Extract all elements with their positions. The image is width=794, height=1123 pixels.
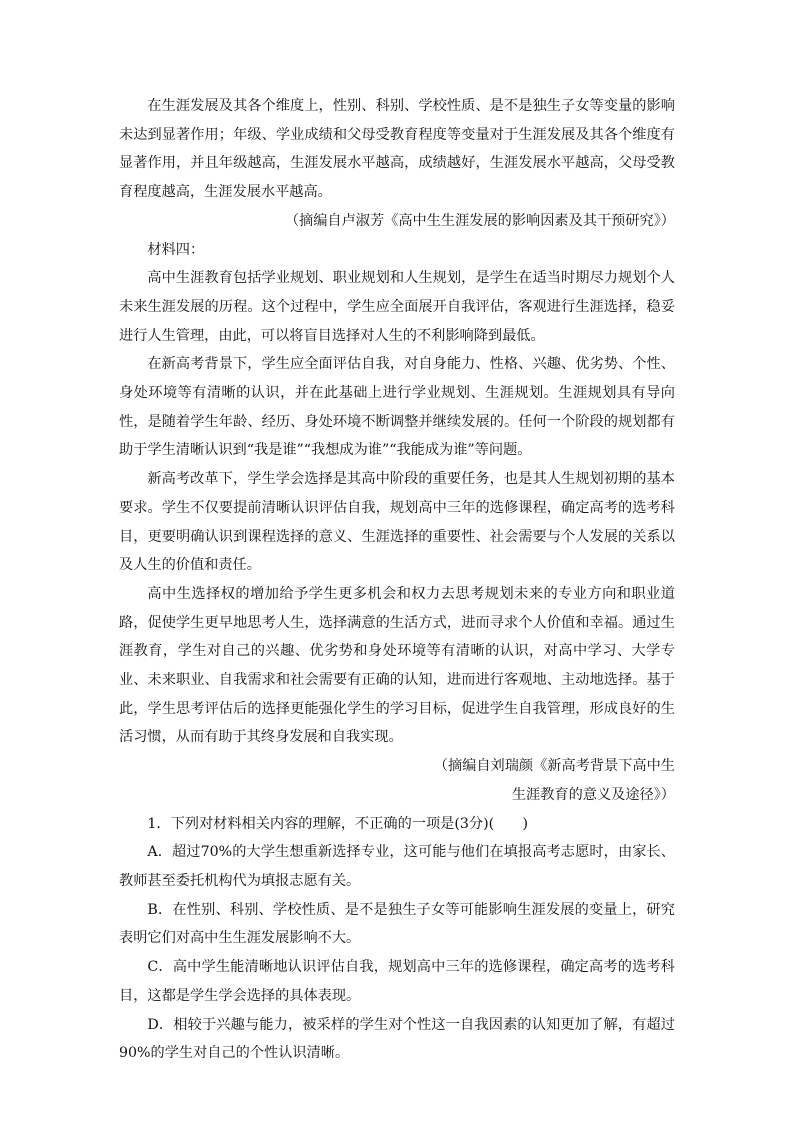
material3-paragraph: 在生涯发展及其各个维度上，性别、科别、学校性质、是不是独生子女等变量的影响未达到显著作用；年级、学业成绩和父母受教育程度等变量对于生涯发展及其各个维度有显著作用，并且年级越高，生涯发展水平越高，成绩越好，生涯发展水平越高，父母受教育程度越高，生涯发展水平越高。 — [119, 98, 675, 201]
material4-paragraph-2: 在新高考背景下，学生应全面评估自我，对自身能力、性格、兴趣、优劣势、个性、身处环境等有清晰的认识，并在此基础上进行学业规划、生涯规划。生涯规划具有导向性，是随着学生年龄、经历、身处环境不断调整并继续发展的。任何一个阶段的规划都有助于学生清晰认识到“我是谁”“我想成为谁”“我能成为谁”等问题。 — [119, 356, 675, 459]
material4-paragraph-3: 新高考改革下，学生学会选择是其高中阶段的重要任务，也是其人生规划初期的基本要求。学生不仅要提前清晰认识评估自我，规划高中三年的选修课程，确定高考的选考科目，更要明确认识到课程选择的意义、生涯选择的重要性、社会需要与个人发展的关系以及人生的价值和责任。 — [119, 471, 675, 574]
question-1-option-b: B．在性别、科别、学校性质、是不是独生子女等可能影响生涯发展的变量上，研究表明它们对高中生生涯发展影响不大。 — [119, 901, 675, 947]
document-body — [119, 92, 675, 1068]
material4-source-line-2: 生涯教育的意义及途径》） — [511, 786, 675, 803]
material3-source-citation: （摘编自卢淑芳《高中生生涯发展的影响因素及其干预研究》） — [284, 212, 675, 229]
material4-paragraph-4: 高中生选择权的增加给予学生更多机会和权力去思考规划未来的专业方向和职业道路，促使学生更早地思考人生，选择满意的生活方式，进而寻求个人价值和幸福。通过生涯教育，学生对自己的兴趣、优劣势和身处环境等有清晰的认识，对高中学习、大学专业、未来职业、自我需求和社会需要有正确的认知，进而进行客观地、主动地选择。基于此，学生思考评估后的选择更能强化学生的学习目标，促进学生自我管理，形成良好的生活习惯，从而有助于其终身发展和自我实现。 — [119, 585, 675, 746]
question-1-option-a: A．超过70%的大学生想重新选择专业，这可能与他们在填报高考志愿时，由家长、教师甚至委托机构代为填报志愿有关。 — [119, 844, 675, 889]
question-1-option-c: C．高中学生能清晰地认识评估自我，规划高中三年的选修课程，确定高考的选考科目，这都是学生学会选择的具体表现。 — [119, 959, 675, 1004]
question-1-stem: 1．下列对材料相关内容的理解，不正确的一项是(3分)( ) — [147, 815, 529, 832]
material4-source-line-1: （摘编自刘瑞颜《新高考背景下高中生 — [433, 758, 675, 775]
question-1-option-d: D．相较于兴趣与能力，被采样的学生对个性这一自我因素的认知更加了解，有超过90%的学生对自己的个性认识清晰。 — [119, 1016, 675, 1062]
material4-source-citation — [119, 752, 675, 809]
material4-paragraph-1: 高中生涯教育包括学业规划、职业规划和人生规划，是学生在适当时期尽力规划个人未来生涯发展的历程。这个过程中，学生应全面展开自我评估，客观进行生涯选择，稳妥进行人生管理，由此，可以将盲目选择对人生的不利影响降到最低。 — [119, 270, 675, 344]
material4-heading: 材料四： — [147, 241, 205, 258]
